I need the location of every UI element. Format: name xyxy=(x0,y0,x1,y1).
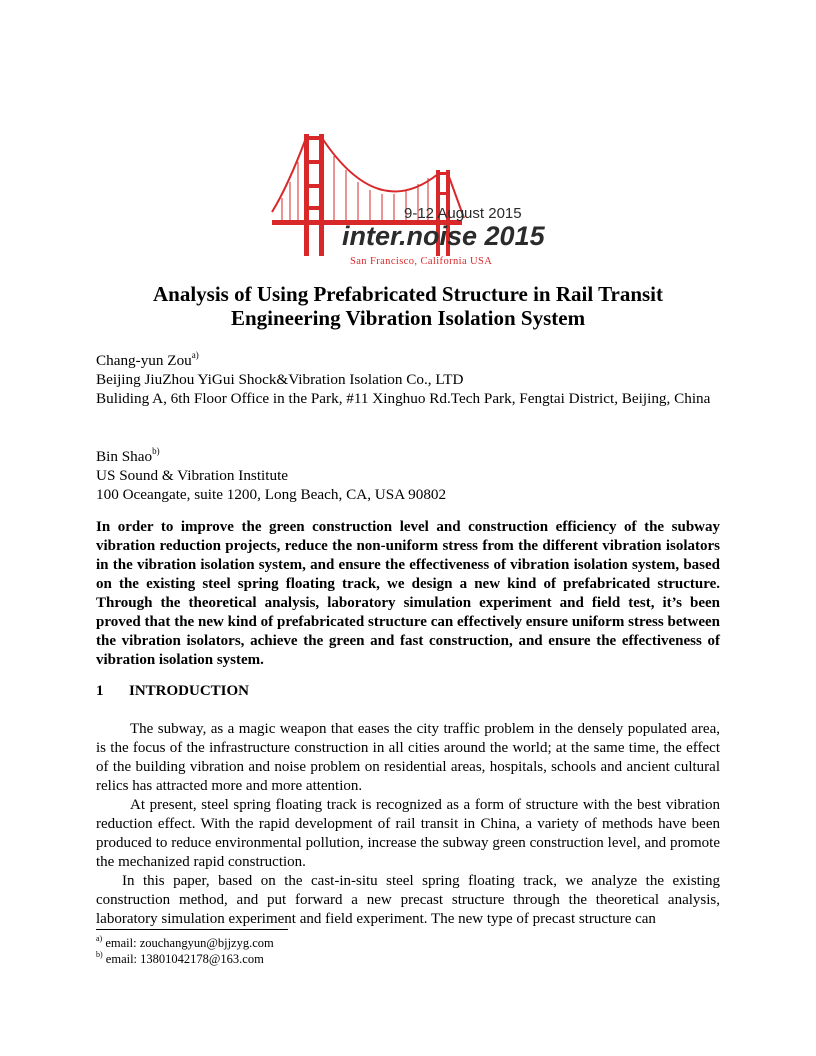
author-marker: b) xyxy=(152,445,160,456)
author-name: Chang-yun Zou$^{a)}$ xyxy=(96,349,199,369)
introduction-body xyxy=(96,720,720,929)
conference-date: 9-12 August 2015 xyxy=(404,205,522,222)
author-address: 100 Oceangate, suite 1200, Long Beach, CA, USA 90802 xyxy=(96,486,447,503)
section-heading xyxy=(96,683,249,700)
author-address: Buliding A, 6th Floor Office in the Park, #11 Xinghuo Rd.Tech Park, Fengtai District, Beijing, China xyxy=(96,390,711,407)
section-title: INTRODUCTION xyxy=(129,683,250,699)
section-number: 1 xyxy=(96,683,104,699)
conference-location: San Francisco, California USA xyxy=(350,256,493,267)
paper-title xyxy=(96,282,720,330)
footnote-email: email: zouchangyun@bjjzyg.com xyxy=(105,936,274,950)
conference-brand: inter.noise 2015 xyxy=(342,221,545,251)
footnote: $^{a)}$ email: zouchangyun@bjjzyg.com xyxy=(96,933,274,950)
paragraph: In this paper, based on the cast-in-situ steel spring floating track, we analyze the existing construction method, and put forward a new precast structure through the theoretical analysis, laboratory simulation experiment and field experiment. The new type of precast structure can xyxy=(96,873,720,927)
author-affiliation: Beijing JiuZhou YiGui Shock&Vibration Isolation Co., LTD xyxy=(96,371,464,388)
conference-logo xyxy=(268,126,558,272)
author-block-1 xyxy=(96,351,720,408)
footnote-divider xyxy=(96,929,288,930)
title-line-2: Engineering Vibration Isolation System xyxy=(230,306,586,330)
paragraph: The subway, as a magic weapon that eases the city traffic problem in the densely populated area, is the focus of the infrastructure construction in all cities around the world; at the same time, the effect of the building vibration and noise problem on residential areas, hospitals, schools and ancient cultural relics has attracted more and more attention. xyxy=(96,721,720,794)
author-affiliation: US Sound & Vibration Institute xyxy=(96,467,289,484)
footnote-email: email: 13801042178@163.com xyxy=(105,952,264,966)
footnote: $^{b)}$ email: 13801042178@163.com xyxy=(96,949,264,966)
author-block-2 xyxy=(96,447,720,504)
abstract: In order to improve the green construction level and construction efficiency of the subway vibration reduction projects, reduce the non-uniform stress from the different vibration isolators in the vibration isolation system, and ensure the effectiveness of vibration isolation system, based on the existing steel spring floating track, we design a new kind of prefabricated structure. Through the theoretical analysis, laboratory simulation experiment and field test, it’s been proved that the new kind of prefabricated structure can effectively ensure uniform stress between the vibration isolators, achieve the green and fast construction, and ensure the effectiveness of vibration isolation system. xyxy=(96,519,720,668)
author-marker: a) xyxy=(191,349,199,360)
paragraph: At present, steel spring floating track is recognized as a form of structure with the best vibration reduction effect. With the rapid development of rail transit in China, a variety of methods have been produced to reduce environmental pollution, increase the subway green construction level, and promote the mechanized rapid construction. xyxy=(96,797,720,870)
author-name: Bin Shao$^{b)}$ xyxy=(96,445,160,465)
title-line-1: Analysis of Using Prefabricated Structure in Rail Transit xyxy=(152,282,664,306)
